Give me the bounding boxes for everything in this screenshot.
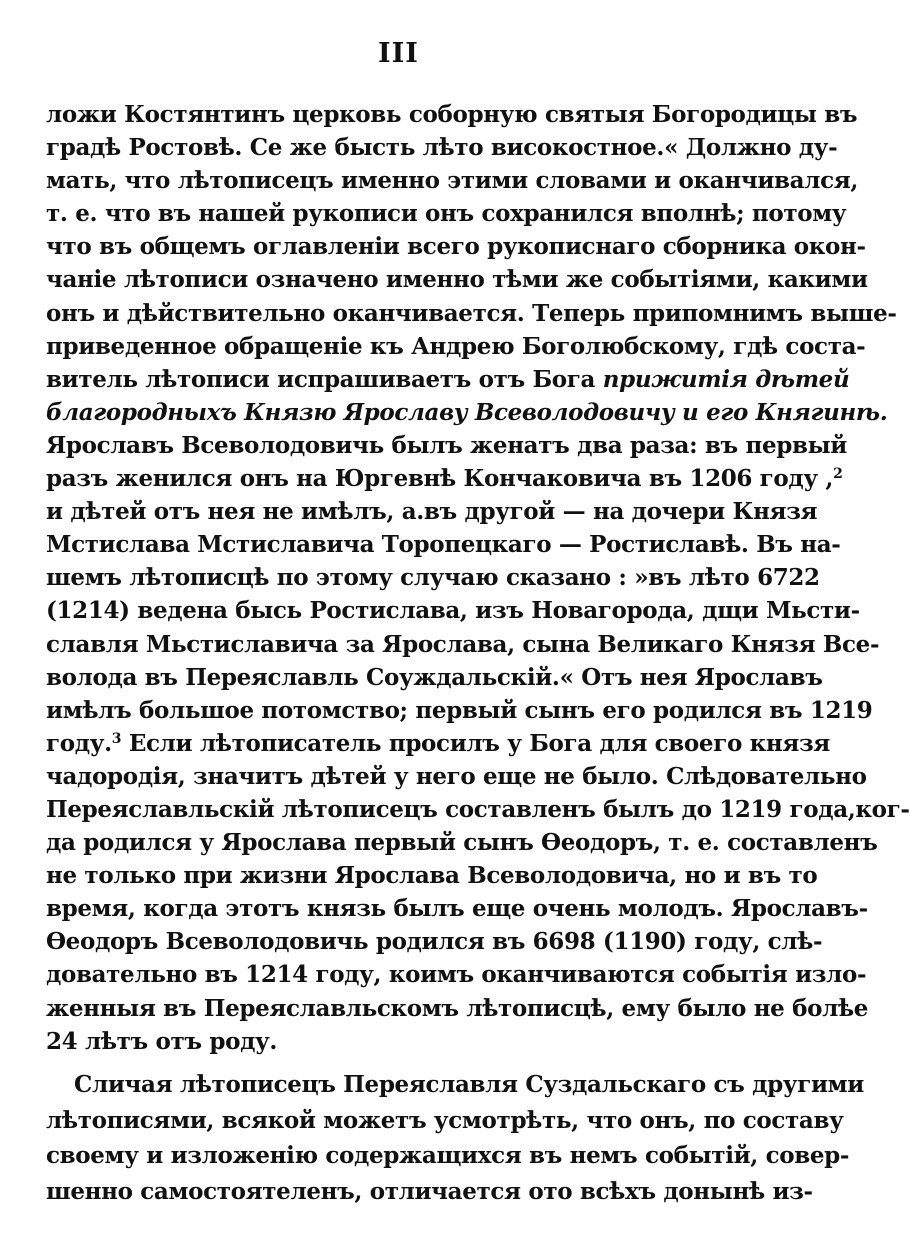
paragraph-2 — [46, 1067, 865, 1209]
paragraph-1 — [46, 98, 910, 1058]
text-line: (1214) ведена бысь Ростислава, изъ Новагорода, дщи Мьсти- — [46, 597, 860, 625]
text-line: славля Мьстиславича за Ярослава, сына Великаго Князя Все- — [46, 630, 880, 658]
italic-text: прижитія дѣтей — [602, 365, 850, 393]
text-line: чадородія, значитъ дѣтей у него еще не было. Слѣдовательно — [46, 762, 867, 790]
text-line: не только при жизни Ярослава Всеволодовича, но и въ то — [46, 862, 818, 890]
line-text: разъ женился онъ на Юргевнѣ Кончаковича въ 1206 году , — [46, 465, 834, 493]
text-line: Ѳеодоръ Всеволодовичь родился въ 6698 (1190) году, слѣ- — [46, 928, 823, 956]
text-line: онъ и дѣйствительно оканчивается. Теперь припомнимъ выше- — [46, 299, 897, 327]
text-line: ложи Костянтинъ церковь соборную святыя Богородицы въ — [46, 101, 858, 128]
text-line: своему и изложенію содержащихся въ немъ событій, совер- — [46, 1142, 850, 1169]
text-line: волода въ Переяславль Соуждальскій.« Отъ нея Ярославъ — [46, 663, 823, 691]
text-line: градѣ Ростовѣ. Се же бысть лѣто високостное.« Должно ду- — [46, 134, 838, 162]
page-number: III — [378, 38, 419, 69]
line-text: витель лѣтописи испрашиваетъ отъ Бога — [46, 365, 603, 393]
text-line: шенно самостоятеленъ, отличается ото всѣхъ донынѣ из- — [46, 1177, 813, 1205]
text-line: довательно въ 1214 году, коимъ оканчиваются событія изло- — [46, 961, 867, 989]
text-line: Переяславльскій лѣтописецъ составленъ былъ до 1219 года,ког- — [46, 795, 910, 823]
text-line: Сличая лѣтописецъ Переяславля Суздальскаго съ другими — [74, 1071, 865, 1098]
text-line — [46, 727, 830, 760]
text-line: чаніе лѣтописи означено именно тѣми же событіями, какими — [46, 266, 868, 294]
text-line — [46, 363, 850, 396]
footnote-mark: 2 — [833, 466, 843, 483]
line-text: Если лѣтописатель просилъ у Бога для своего князя — [121, 729, 830, 757]
footnote-mark: 3 — [111, 730, 122, 747]
text-line: лѣтописями, всякой можетъ усмотрѣть, что онъ, по составу — [46, 1106, 844, 1134]
text-line — [46, 396, 888, 429]
text-line: да родился у Ярослава первый сынъ Ѳеодоръ, т. е. составленъ — [46, 829, 878, 857]
text-line: время, когда этотъ князь былъ еще очень молодъ. Ярославъ- — [46, 895, 868, 923]
text-line: приведенное обращеніе къ Андрею Боголюбскому, гдѣ соста- — [46, 332, 866, 360]
text-line: женныя въ Переяславльскомъ лѣтописцѣ, ему было не болѣе — [46, 994, 869, 1022]
text-line: Мстислава Мстиславича Торопецкаго — Ростиславѣ. Въ на- — [46, 531, 841, 559]
text-line: Ярославъ Всеволодовичь былъ женатъ два раза: въ первый — [46, 431, 848, 459]
text-line: что въ общемъ оглавленіи всего рукописнаго сборника окон- — [46, 233, 866, 261]
text-line: т. е. что въ нашей рукописи онъ сохранился вполнѣ; потому — [46, 200, 847, 228]
text-line — [46, 462, 843, 495]
text-line: и дѣтей отъ нея не имѣлъ, а.въ другой — на дочери Князя — [46, 498, 818, 526]
line-text: году. — [46, 729, 112, 757]
text-line: мать, что лѣтописецъ именно этими словами и оканчивался, — [46, 167, 859, 195]
text-line: имѣлъ большое потомство; первый сынъ его родился въ 1219 — [46, 696, 873, 724]
text-line-last: 24 лѣтъ отъ роду. — [46, 1027, 278, 1055]
text-line: шемъ лѣтописцѣ по этому случаю сказано : »въ лѣто 6722 — [46, 564, 820, 592]
italic-text: благородныхъ Князю Ярославу Всеволодовичу и его Княгинѣ. — [46, 398, 888, 426]
